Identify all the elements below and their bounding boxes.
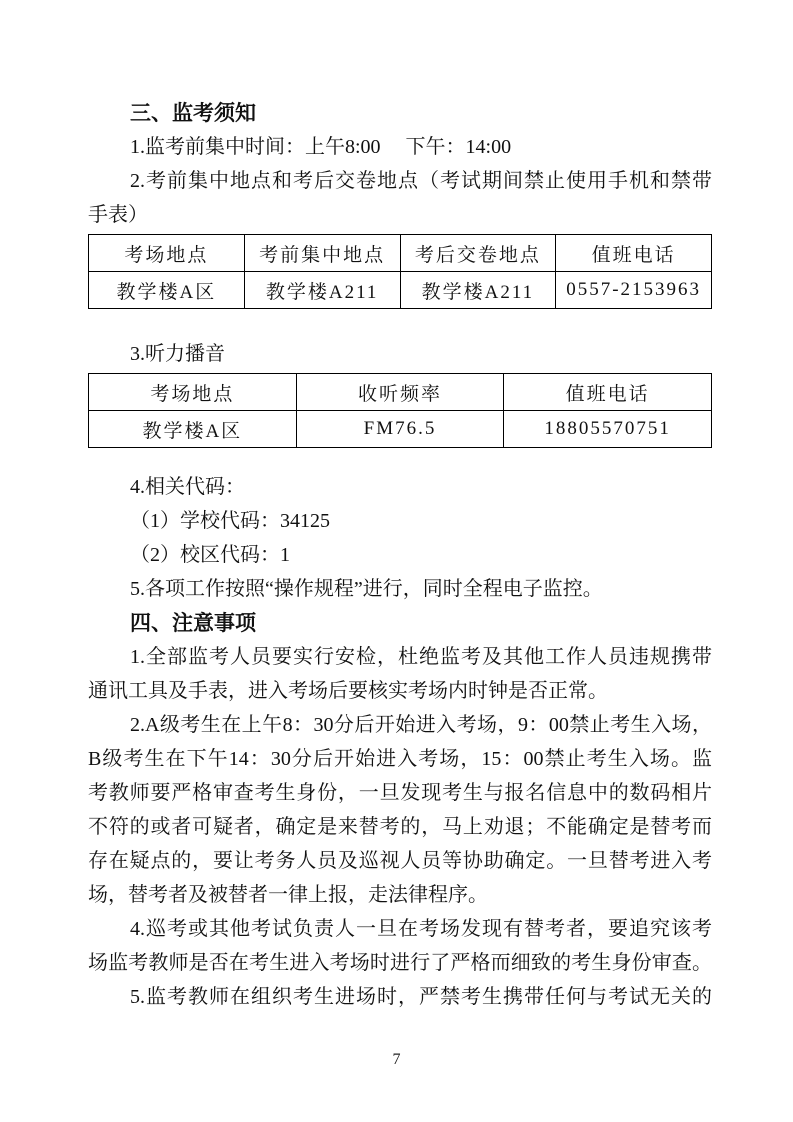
table-header-cell: 考前集中地点: [244, 235, 400, 272]
table-cell: 教学楼A211: [244, 272, 400, 309]
document-content: [88, 96, 712, 1014]
pre-exam-venue-table: [88, 234, 712, 309]
table-header-cell: 考场地点: [89, 235, 245, 272]
text-line: 2.考前集中地点和考后交卷地点（考试期间禁止使用手机和禁带: [130, 170, 712, 192]
text-line: 1.全部监考人员要实行安检，杜绝监考及其他工作人员违规携带: [130, 646, 712, 668]
table-cell: 0557-2153963: [556, 272, 712, 309]
page-number: 7: [392, 1051, 401, 1068]
notes-paragraph-lines: [88, 640, 712, 1014]
table-cell: 教学楼A区: [89, 272, 245, 309]
table-cell: 教学楼A211: [400, 272, 556, 309]
section-heading-notes: 四、注意事项: [130, 611, 256, 635]
table-header-row: [89, 374, 712, 411]
text-line: （2）校区代码：1: [130, 544, 290, 566]
table-cell: FM76.5: [296, 411, 504, 448]
text-line: 5.各项工作按照“操作规程”进行，同时全程电子监控。: [130, 578, 603, 600]
listening-broadcast-label: [88, 337, 712, 371]
table-row: [89, 411, 712, 448]
text-line: 通讯工具及手表，进入考场后要核实考场内时钟是否正常。: [88, 680, 608, 702]
text-line: 考教师要严格审查考生身份，一旦发现考生与报名信息中的数码相片: [88, 782, 712, 804]
text-line: 场，替考者及被替者一律上报，走法律程序。: [88, 884, 488, 906]
table-header-cell: 值班电话: [556, 235, 712, 272]
table-header-cell: 考场地点: [89, 374, 297, 411]
table-row: [89, 272, 712, 309]
listening-broadcast-table: [88, 373, 712, 448]
table-header-cell: 值班电话: [504, 374, 712, 411]
table-header-row: [89, 235, 712, 272]
table-header-cell: 考后交卷地点: [400, 235, 556, 272]
text-line: 5.监考教师在组织考生进场时，严禁考生携带任何与考试无关的: [130, 986, 712, 1008]
text-line: 3.听力播音: [130, 343, 225, 365]
related-codes-lines: [88, 470, 712, 606]
text-line: 2.A级考生在上午8：30分后开始进入考场，9：00禁止考生入场，: [130, 714, 712, 736]
text-line: 4.相关代码：: [130, 476, 245, 498]
text-line: 4.巡考或其他考试负责人一旦在考场发现有替考者，要追究该考: [130, 918, 712, 940]
text-line: 场监考教师是否在考生进入考场时进行了严格而细致的考生身份审查。: [88, 952, 712, 974]
text-line: 1.监考前集中时间：上午8:00 下午：14:00: [130, 136, 512, 158]
table-cell: 教学楼A区: [89, 411, 297, 448]
invigilation-intro-lines: [88, 130, 712, 232]
text-line: B级考生在下午14：30分后开始进入考场，15：00禁止考生入场。监: [88, 748, 712, 770]
text-line: 不符的或者可疑者，确定是来替考的，马上劝退；不能确定是替考而: [88, 816, 712, 838]
text-line: （1）学校代码：34125: [130, 510, 330, 532]
text-line: 手表）: [88, 204, 148, 226]
table-cell: 18805570751: [504, 411, 712, 448]
section-heading-invigilation: 三、监考须知: [130, 101, 256, 125]
text-line: 存在疑点的，要让考务人员及巡视人员等协助确定。一旦替考进入考: [88, 850, 712, 872]
table-header-cell: 收听频率: [296, 374, 504, 411]
